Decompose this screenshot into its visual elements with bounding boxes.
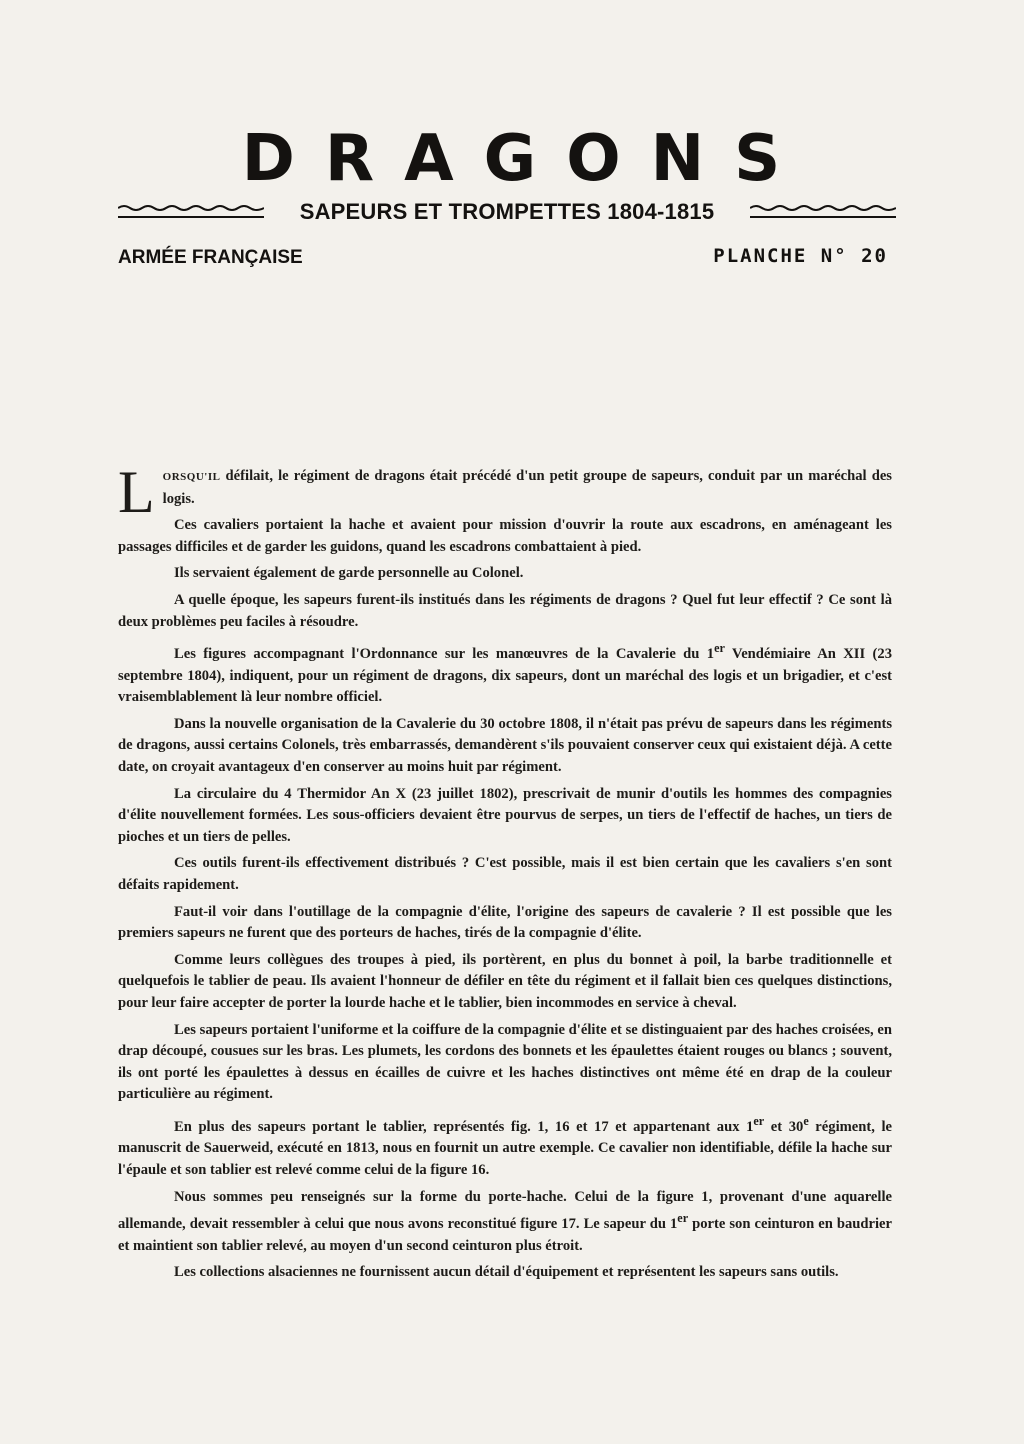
paragraph: Faut-il voir dans l'outillage de la compagnie d'élite, l'origine des sapeurs de cavalerie ? Il est possible que les premiers sapeurs ne furent que des porteurs de haches, tirés de la compagnie d'élite.	[118, 903, 892, 942]
superscript: er	[677, 1211, 689, 1226]
paragraph: A quelle époque, les sapeurs furent-ils institués dans les régiments de dragons ? Quel fut leur effectif ? Ce sont là deux problèmes peu faciles à résoudre.	[118, 591, 892, 630]
subtitle-row	[118, 197, 896, 227]
paragraph-text: et 30	[764, 1118, 804, 1135]
paragraph	[118, 459, 892, 525]
paragraph: Les collections alsaciennes ne fournissent aucun détail d'équipement et représentent les sapeurs sans outils.	[174, 1264, 839, 1281]
drop-cap: L	[118, 459, 155, 525]
subtitle: SAPEURS ET TROMPETTES 1804-1815	[299, 199, 715, 224]
small-caps-word: ORSQU'IL	[162, 471, 221, 483]
paragraph: Comme leurs collègues des troupes à pied, ils portèrent, en plus du bonnet à poil, la barbe traditionnelle et quelquefois le tablier de peau. Ils avaient l'honneur de défiler en tête du régiment et il fallait bien ces quelques distinctions, pour leur faire accepter de porter la lourde hache et le tablier, bien incommodes en service à cheval.	[118, 951, 892, 1011]
superscript: er	[753, 1113, 765, 1128]
paragraph: Les sapeurs portaient l'uniforme et la coiffure de la compagnie d'élite et se distinguaient par des haches croisées, en drap découpé, cousues sur les bras. Les plumets, les cordons des bonnets et les épaulettes étaient rouges ou blancs ; souvent, ils ont porté les épaulettes à dessus en écailles de cuivre et les haches distinctives ont même été en drap de la couleur particulière au régiment.	[118, 1021, 892, 1103]
superscript: e	[803, 1113, 809, 1128]
paragraph-text: régiment, le manuscrit de Sauerweid, exécuté en 1813, nous en fournit un autre exemple. Ce cavalier non identifiable, défile la hache sur l'épaule et son tablier est relevé comme celui de la figure 16.	[118, 1118, 893, 1178]
paragraph: Ces cavaliers portaient la hache et avaient pour mission d'ouvrir la route aux escadrons, en aménageant les passages difficiles et de garder les guidons, quand les escadrons combattaient à pied.	[118, 517, 892, 555]
paragraph-text: Les figures accompagnant l'Ordonnance sur les manœuvres de la Cavalerie du 1	[174, 646, 715, 663]
plate-number: PLANCHE N° 20	[713, 245, 888, 267]
body-text	[118, 459, 893, 1289]
paragraph-text: En plus des sapeurs portant le tablier, représentés fig. 1, 16 et 17 et appartenant aux 1	[174, 1118, 754, 1135]
paragraph: Dans la nouvelle organisation de la Cavalerie du 30 octobre 1808, il n'était pas prévu de sapeurs dans les régiments de dragons, aussi certains Colonels, très embarrassés, demandèrent s'ils pouvaient conserver ceux qui existaient déjà. A cette date, on croyait avantageux d'en conserver au moins huit par régiment.	[118, 715, 892, 775]
left-wave-ornament	[118, 203, 264, 221]
paragraph-text: défilait, le régiment de dragons était précédé d'un petit groupe de sapeurs, conduit par un maréchal des logis.	[162, 468, 892, 507]
paragraph-text: Vendémiaire An XII (23 septembre 1804), indiquent, pour un régiment de dragons, dix sapeurs, dont un maréchal des logis et un brigadier, et c'est vraisemblablement là leur nombre officiel.	[118, 646, 892, 706]
paragraph	[118, 638, 892, 709]
paragraph	[118, 1111, 892, 1182]
army-label: ARMÉE FRANÇAISE	[118, 247, 303, 268]
paragraph: La circulaire du 4 Thermidor An X (23 juillet 1802), prescrivait de munir d'outils les hommes des compagnies d'élite nouvellement formées. Les sous-officiers devaient être pourvus de serpes, un tiers de l'effectif de haches, un tiers de pioches et un tiers de pelles.	[118, 785, 892, 845]
page-title: DRAGONS	[241, 122, 811, 196]
right-wave-ornament	[750, 203, 896, 221]
superscript: er	[714, 641, 725, 656]
paragraph-text: porte son ceinturon en baudrier et maintient son tablier relevé, au moyen d'un second ceinturon plus étroit.	[118, 1215, 892, 1254]
paragraph: Ces outils furent-ils effectivement distribués ? C'est possible, mais il est bien certain que les cavaliers s'en sont défaits rapidement.	[118, 855, 892, 893]
paragraph-text: Nous sommes peu renseignés sur la forme du porte-hache. Celui de la figure 1, provenant d'une aquarelle allemande, devait ressembler à celui que nous avons reconstitué figure 17. Le sapeur du 1	[118, 1188, 892, 1232]
paragraph	[118, 1187, 892, 1258]
paragraph: Ils servaient également de garde personnelle au Colonel.	[174, 565, 524, 582]
